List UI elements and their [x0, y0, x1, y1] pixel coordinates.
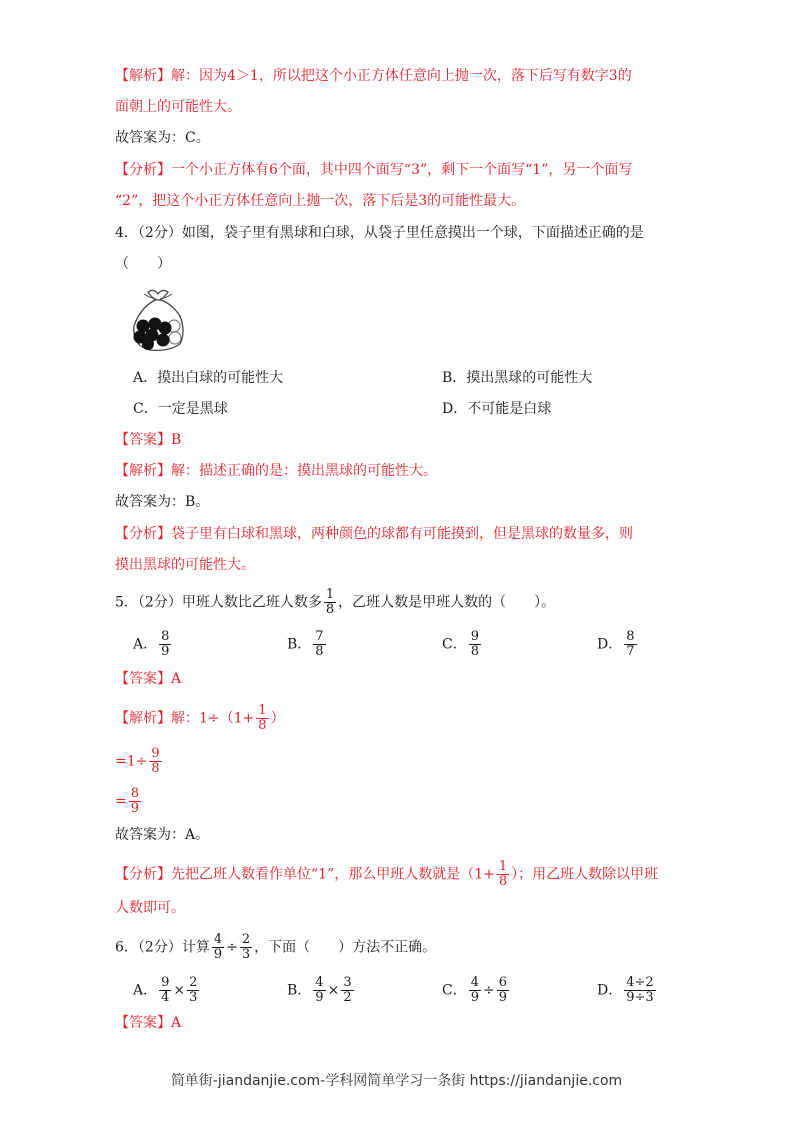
q6-option-c-f1-den: 9: [470, 990, 479, 1005]
q5-option-a-fraction: [159, 630, 171, 659]
q6-option-c-operator: ÷: [483, 982, 495, 999]
q4-analysis: 【解析】解：描述正确的是：摸出黑球的可能性大。: [115, 463, 437, 479]
q6-stem-operator: ÷: [226, 939, 238, 956]
q5-option-d-label: D．: [597, 636, 623, 653]
q5-step-1-num: 9: [151, 746, 160, 761]
q6-option-a-f1-den: 4: [161, 990, 170, 1005]
q5-stem-fraction-den: 8: [325, 602, 335, 617]
q5-stem-text-tail: ，乙班人数是甲班人数的（ ）。: [338, 594, 556, 611]
prev-note-line-2: “2”，把这个小正方体任意向上抛一次，落下后是3的可能性最大。: [115, 193, 526, 209]
q6-option-b-fraction-2: [341, 976, 353, 1005]
q5-option-c-num: 9: [470, 629, 479, 644]
q5-option-b-label: B．: [287, 636, 312, 653]
q5-analysis-den: 8: [258, 718, 267, 733]
q5-analysis-num: 1: [258, 703, 267, 718]
prev-analysis-line-1: 【解析】解：因为4＞1，所以把这个小正方体任意向上抛一次，落下后写有数字3的: [115, 68, 632, 84]
q5-stem-fraction: [324, 588, 336, 617]
q5-step-2-fraction: [129, 787, 141, 816]
prev-note-line-1: 【分析】一个小正方体有6个面，其中四个面写“3”，剩下一个面写“1”，另一个面写: [115, 162, 633, 178]
q5-step-1-fraction: [149, 747, 161, 776]
ball-bag-illustration: [128, 286, 188, 354]
q5-option-b-num: 7: [315, 629, 324, 644]
q5-step-2-num: 8: [130, 786, 140, 801]
q5-analysis-tail: ）: [270, 710, 285, 727]
q4-option-d: D．不可能是白球: [442, 401, 552, 417]
q4-stem-line-2: （ ）: [115, 256, 171, 272]
q6-option-c-f1-num: 4: [470, 975, 479, 990]
q5-option-c-fraction: [469, 630, 481, 659]
q5-option-a-den: 9: [161, 644, 170, 659]
q4-conclusion: 故答案为：B。: [115, 494, 210, 510]
q6-option-d-num: 4÷2: [626, 975, 654, 990]
q4-stem-line-1: 4．（2分）如图，袋子里有黑球和白球，从袋子里任意摸出一个球，下面描述正确的是: [115, 225, 644, 241]
q5-analysis: [115, 704, 285, 733]
q6-option-c-fraction-1: [469, 976, 481, 1005]
q6-stem-f2-den: 3: [241, 947, 251, 962]
q5-option-b: [287, 630, 328, 659]
q5-step-1-den: 8: [151, 761, 160, 776]
q4-option-a: A．摸出白球的可能性大: [133, 370, 284, 386]
q5-answer: 【答案】A: [115, 671, 182, 687]
q6-option-b-f2-num: 3: [343, 975, 352, 990]
q5-analysis-fraction: [256, 704, 268, 733]
q5-option-a: [133, 630, 173, 659]
q6-stem-fraction-2: [240, 933, 252, 962]
q6-option-a-label: A．: [133, 982, 158, 999]
q6-option-c-fraction-2: [497, 976, 509, 1005]
q6-option-d-fraction: [624, 976, 655, 1005]
q6-stem-fraction-1: [212, 933, 224, 962]
q6-option-a-f2-den: 3: [189, 990, 198, 1005]
q6-option-b-f1-den: 9: [315, 990, 324, 1005]
q5-option-a-num: 8: [161, 629, 170, 644]
q5-step-1: [115, 747, 164, 776]
q5-option-a-label: A．: [133, 636, 158, 653]
q6-option-b-f1-num: 4: [315, 975, 324, 990]
prev-conclusion: 故答案为：C。: [115, 130, 210, 146]
q6-option-b-fraction-1: [313, 976, 325, 1005]
q5-note-num: 1: [498, 859, 508, 874]
q4-answer: 【答案】B: [115, 432, 182, 448]
q6-option-c-f2-den: 9: [498, 990, 508, 1005]
q5-option-c: [442, 630, 483, 659]
q6-option-b-operator: ×: [327, 982, 340, 999]
q5-option-d-fraction: [624, 630, 636, 659]
q6-option-d: [597, 976, 658, 1005]
q5-option-d-den: 7: [626, 644, 635, 659]
q6-option-b: [287, 976, 356, 1005]
q6-stem-f1-den: 9: [213, 947, 223, 962]
q6-option-c: [442, 976, 511, 1005]
q5-analysis-text: 【解析】解：1÷（1+: [115, 710, 255, 727]
q6-option-c-label: C．: [442, 982, 467, 999]
q5-note-line-1: [115, 860, 658, 889]
q4-option-c: C．一定是黑球: [133, 401, 228, 417]
q6-answer: 【答案】A: [115, 1015, 182, 1031]
q5-option-b-den: 8: [315, 644, 324, 659]
q5-option-d: [597, 630, 639, 659]
q6-option-c-f2-num: 6: [498, 975, 508, 990]
q6-option-a-f1-num: 9: [161, 975, 170, 990]
q5-note-tail: ）；用乙班人数除以甲班: [511, 866, 659, 883]
q6-stem-f1-num: 4: [213, 932, 223, 947]
q5-note-text: 【分析】先把乙班人数看作单位“1”，那么甲班人数就是（1+: [115, 866, 495, 883]
q5-step-1-text: =1÷: [115, 753, 148, 770]
q5-option-c-label: C．: [442, 636, 467, 653]
page-footer: 简单街-jiandanjie.com-学科网简单学习一条街 https://jiandanjie.com: [170, 1073, 623, 1089]
q6-stem-f2-num: 2: [241, 932, 251, 947]
q5-note-line-2: 人数即可。: [115, 900, 185, 916]
q4-note-line-2: 摸出黑球的可能性大。: [115, 557, 255, 573]
q6-option-b-f2-den: 2: [343, 990, 352, 1005]
q6-option-d-den: 9÷3: [626, 990, 654, 1005]
q4-note-line-1: 【分析】袋子里有白球和黑球，两种颜色的球都有可能摸到，但是黑球的数量多，则: [115, 526, 633, 542]
q5-stem-text: 5．（2分）甲班人数比乙班人数多: [115, 594, 322, 611]
q6-option-d-label: D．: [597, 982, 623, 999]
q6-option-b-label: B．: [287, 982, 312, 999]
q6-option-a-operator: ×: [173, 982, 186, 999]
q6-stem-text: 6．（2分）计算: [115, 939, 210, 956]
q5-step-2-text: =: [115, 793, 127, 810]
q5-option-c-den: 8: [470, 644, 479, 659]
q5-stem-fraction-num: 1: [325, 587, 335, 602]
q5-note-fraction: [497, 860, 509, 889]
q5-step-2-den: 9: [130, 801, 140, 816]
q6-stem: [115, 933, 436, 962]
q6-stem-tail: ，下面（ ）方法不正确。: [254, 939, 437, 956]
q6-option-a-fraction-2: [187, 976, 199, 1005]
q5-option-d-num: 8: [626, 629, 635, 644]
q6-option-a-f2-num: 2: [189, 975, 198, 990]
q5-option-b-fraction: [313, 630, 325, 659]
q5-stem: [115, 588, 555, 617]
q5-conclusion: 故答案为：A。: [115, 827, 210, 843]
q4-option-b: B．摸出黑球的可能性大: [442, 370, 593, 386]
prev-analysis-line-2: 面朝上的可能性大。: [115, 99, 241, 115]
q6-option-a-fraction-1: [159, 976, 171, 1005]
q6-option-a: [133, 976, 201, 1005]
q5-note-den: 8: [498, 874, 508, 889]
q5-step-2: [115, 787, 143, 816]
